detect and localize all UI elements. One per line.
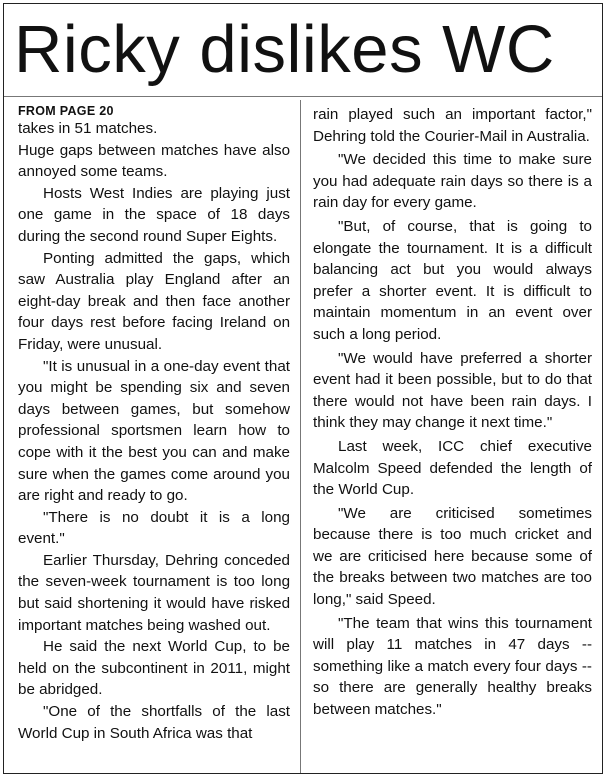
paragraph: "We would have preferred a shorter event had it been possible, but to do that there would not have been rain days. I think they may change it next time." — [313, 349, 592, 432]
headline: Ricky dislikes WC — [4, 4, 602, 97]
paragraph: He said the next World Cup, to be held on the subcontinent in 2011, might be abridged. — [18, 638, 291, 699]
left-column — [4, 100, 300, 773]
paragraph: "We decided this time to make sure you had adequate rain days so there is a rain day for every game. — [313, 151, 592, 212]
paragraph: "One of the shortfalls of the last World Cup in South Africa was that — [18, 703, 291, 742]
paragraph: Ponting admitted the gaps, which saw Australia play England after an eight-day break and then face another four days rest before facing Ireland on Friday, were unusual. — [18, 249, 291, 353]
paragraph: Earlier Thursday, Dehring conceded the seven-week tournament is too long but said shortening it would have risked important matches being washed out. — [18, 551, 291, 634]
article-body — [4, 100, 602, 773]
continued-from-kicker: FROM PAGE 20 — [18, 104, 114, 118]
right-column — [300, 100, 602, 773]
paragraph: Hosts West Indies are playing just one game in the space of 18 days during the second round Super Eights. — [18, 184, 291, 245]
paragraph: "It is unusual in a one-day event that you might be spending six and seven days between games, but somehow professional sportsmen learn how to cope with it the best you can and make sure when the games come around you are right and ready to go. — [18, 357, 291, 505]
paragraph: "But, of course, that is going to elongate the tournament. It is a difficult balancing act but you would always prefer a shorter event. It is difficult to maintain momentum in an event over such a long period. — [313, 217, 592, 343]
paragraph: Huge gaps between matches have also annoyed some teams. — [18, 141, 291, 181]
paragraph: Last week, ICC chief executive Malcolm Speed defended the length of the World Cup. — [313, 437, 592, 499]
newspaper-clipping — [3, 3, 603, 774]
paragraph: takes in 51 matches. — [18, 120, 158, 137]
paragraph: "The team that wins this tournament will play 11 matches in 47 days -- something like a match every four days -- so there are generally healthy breaks between matches." — [313, 614, 592, 719]
paragraph: "There is no doubt it is a long event." — [18, 508, 291, 548]
paragraph: rain played such an important factor," Dehring told the Courier-Mail in Australia. — [313, 106, 592, 145]
paragraph: "We are criticised sometimes because there is too much cricket and we are criticised here because some of the breaks between two matches are too long," said Speed. — [313, 504, 592, 609]
